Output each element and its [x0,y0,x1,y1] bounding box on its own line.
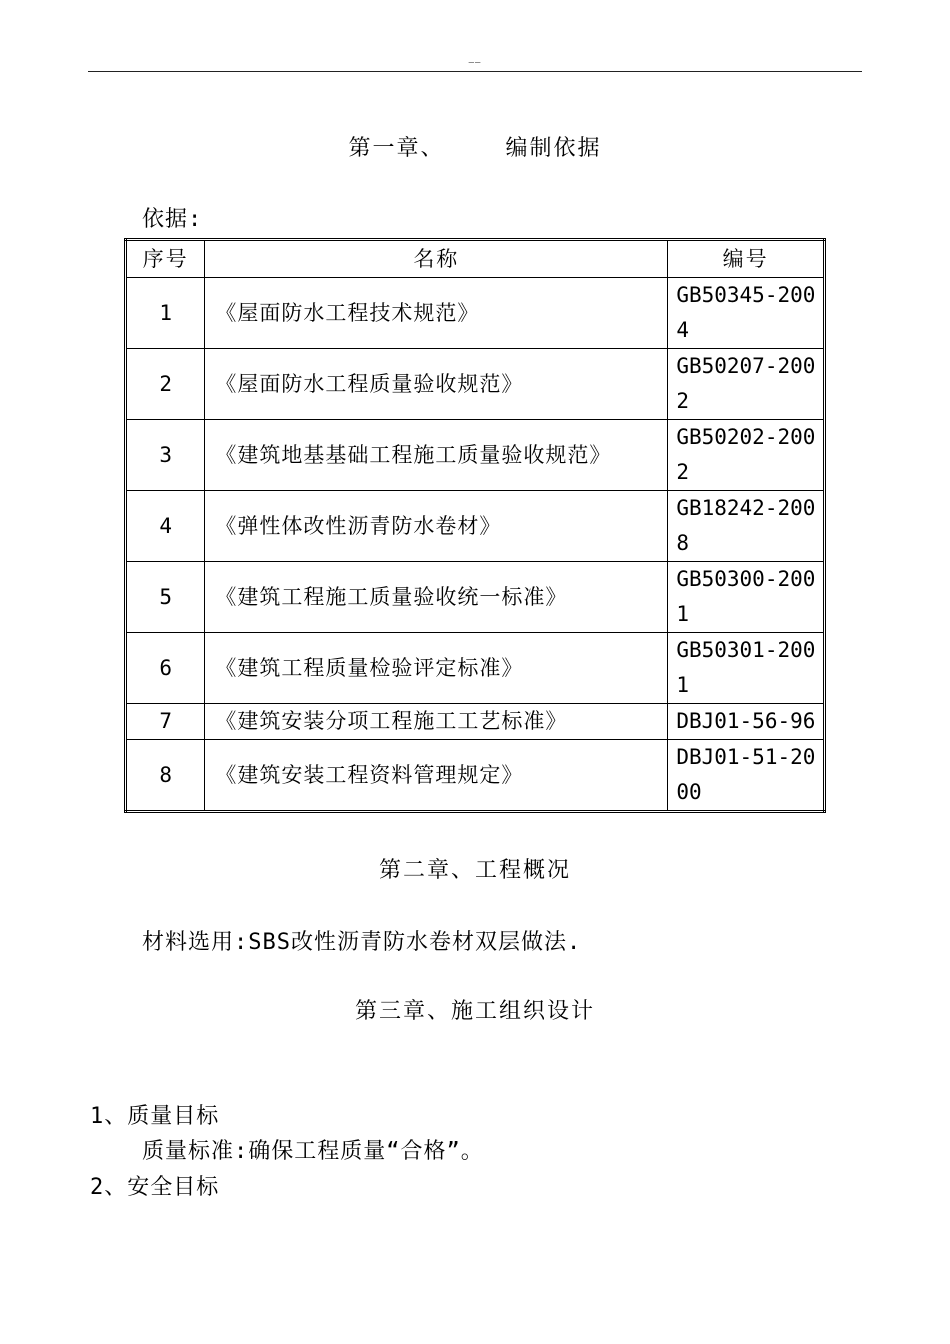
chapter3-title: 第三章、施工组织设计 [354,999,595,1024]
standard-name: 《建筑安装分项工程施工工艺标准》 [205,704,668,740]
table-row [126,740,825,812]
standard-code: GB50345-2004 [668,278,825,349]
header-mark: —— [468,58,482,68]
header-rule [88,71,862,72]
column-header-name: 名称 [205,240,668,278]
row-number: 6 [126,633,205,704]
table-row [126,278,825,349]
column-header-no: 序号 [126,240,205,278]
standard-code: GB50207-2002 [668,349,825,420]
row-number: 2 [126,349,205,420]
safety-heading: 2、安全目标 [90,1175,220,1200]
standard-code: DBJ01-56-96 [668,704,825,740]
column-header-code: 编号 [668,240,825,278]
row-number: 4 [126,491,205,562]
standard-name: 《屋面防水工程质量验收规范》 [205,349,668,420]
table-row [126,420,825,491]
table-row [126,633,825,704]
standard-code: GB50301-2001 [668,633,825,704]
chapter2-title: 第二章、工程概况 [378,858,571,883]
row-number: 1 [126,278,205,349]
chapter1-title: 第一章、 编制依据 [348,136,602,161]
quality-standard: 质量标准:确保工程质量“合格”。 [142,1139,484,1164]
basis-label: 依据: [142,207,203,232]
quality-heading: 1、质量目标 [90,1104,220,1129]
standard-name: 《建筑工程施工质量验收统一标准》 [205,562,668,633]
row-number: 7 [126,704,205,740]
material-text: 材料选用:SBS改性沥青防水卷材双层做法. [142,930,582,955]
standard-name: 《建筑地基基础工程施工质量验收规范》 [205,420,668,491]
standard-code: DBJ01-51-2000 [668,740,825,812]
standard-name: 《建筑工程质量检验评定标准》 [205,633,668,704]
table-row [126,562,825,633]
table-row [126,349,825,420]
table-header-row [126,240,825,278]
standard-code: GB18242-2008 [668,491,825,562]
standard-code: GB50202-2002 [668,420,825,491]
row-number: 5 [126,562,205,633]
standard-name: 《弹性体改性沥青防水卷材》 [205,491,668,562]
table-row [126,491,825,562]
standard-code: GB50300-2001 [668,562,825,633]
standard-name: 《建筑安装工程资料管理规定》 [205,740,668,812]
row-number: 8 [126,740,205,812]
row-number: 3 [126,420,205,491]
standard-name: 《屋面防水工程技术规范》 [205,278,668,349]
basis-table [124,238,826,813]
table-row [126,704,825,740]
